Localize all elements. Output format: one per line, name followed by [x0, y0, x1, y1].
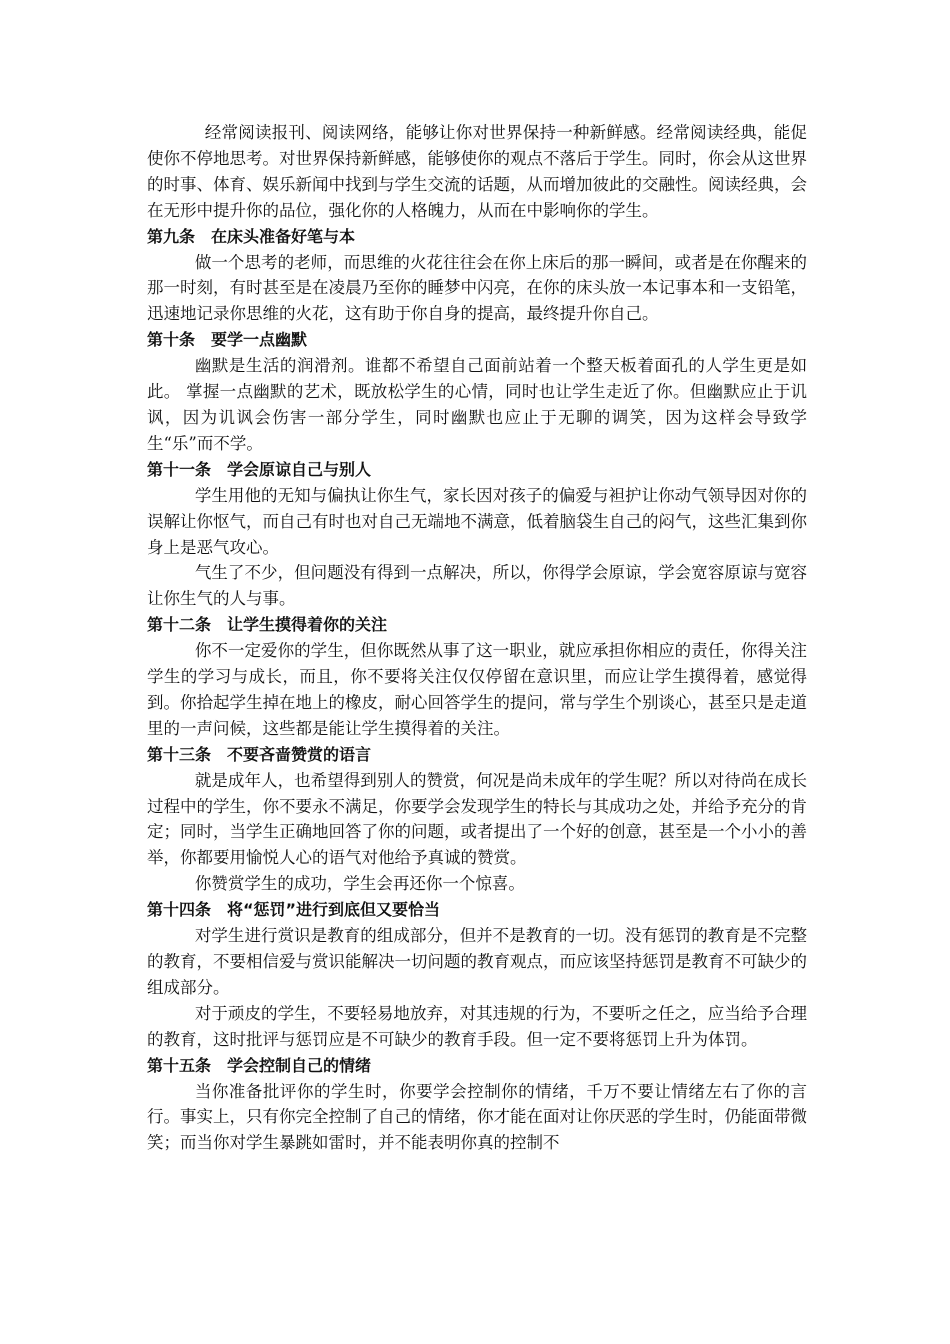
section-heading-9: 第九条 在床头准备好笔与本 — [147, 226, 356, 246]
section-14-paragraph-1: 对学生进行赏识是教育的组成部分，但并不是教育的一切。没有惩罚的教育是不完整的教育，不要相信爱与赏识能解决一切问题的教育观点，而应该坚持惩罚是教育不可缺少的组成部分。 — [147, 926, 807, 997]
section-15-paragraph-1: 当你准备批评你的学生时，你要学会控制你的情绪，千万不要让情绪左右了你的言行。事实上，只有你完全控制了自己的情绪，你才能在面对让你厌恶的学生时，仍能面带微笑；而当你对学生暴跳如雷时，并不能表明你真的控制不 — [147, 1081, 807, 1153]
section-heading-10: 第十条 要学一点幽默 — [147, 330, 308, 350]
section-heading-11: 第十一条 学会原谅自己与别人 — [147, 459, 372, 479]
intro-paragraph: 经常阅读报刊、阅读网络，能够让你对世界保持一种新鲜感。经常阅读经典，能促使你不停地思考。对世界保持新鲜感，能够使你的观点不落后于学生。同时，你会从这世界的时事、体育、娱乐新闻中找到与学生交流的话题，从而增加彼此的交融性。阅读经典，会在无形中提升你的品位，强化你的人格魄力，从而在中影响你的学生。 — [147, 123, 807, 220]
section-9-paragraph-1: 做一个思考的老师，而思维的火花往往会在你上床后的那一瞬间，或者是在你醒来的那一时刻，有时甚至是在凌晨乃至你的睡梦中闪亮，在你的床头放一本记事本和一支铅笔，迅速地记录你思维的火花，这有助于你自身的提高，最终提升你自己。 — [147, 252, 807, 324]
section-14-paragraph-2: 对于顽皮的学生，不要轻易地放弃，对其违规的行为，不要听之任之，应当给予合理的教育，这时批评与惩罚应是不可缺少的教育手段。但一定不要将惩罚上升为体罚。 — [147, 1003, 807, 1049]
section-heading-15: 第十五条 学会控制自己的情绪 — [147, 1055, 372, 1075]
section-12-paragraph-1: 你不一定爱你的学生，但你既然从事了这一职业，就应承担你相应的责任，你得关注学生的学习与成长，而且，你不要将关注仅仅停留在意识里，而应让学生摸得着，感觉得到。你拾起学生掉在地上的橡皮，耐心回答学生的提问，常与学生个别谈心，甚至只是走道里的一声问候，这些都是能让学生摸得着的关注。 — [147, 641, 807, 738]
section-heading-12: 第十二条 让学生摸得着你的关注 — [147, 615, 388, 635]
section-10-paragraph-1: 幽默是生活的润滑剂。谁都不希望自己面前站着一个整天板着面孔的人学生更是如此。 掌握一点幽默的艺术，既放松学生的心情，同时也让学生走近了你。但幽默应止于讥讽，因为讥讽会伤害一部分学生，同时幽默也应止于无聊的调笑，因为这样会导致学生“乐”而不学。 — [147, 356, 807, 453]
section-11-paragraph-2: 气生了不少，但问题没有得到一点解决，所以，你得学会原谅，学会宽容原谅与宽容让你生气的人与事。 — [147, 563, 807, 609]
section-13-paragraph-2: 你赞赏学生的成功，学生会再还你一个惊喜。 — [194, 874, 525, 894]
section-13-paragraph-1: 就是成年人，也希望得到别人的赞赏，何况是尚未成年的学生呢？所以对待尚在成长过程中的学生，你不要永不满足，你要学会发现学生的特长与其成功之处，并给予充分的肯定；同时，当学生正确地回答了你的问题，或者提出了一个好的创意，甚至是一个小小的善举，你都要用愉悦人心的语气对他给予真诚的赞赏。 — [147, 770, 807, 868]
section-11-paragraph-1: 学生用他的无知与偏执让你生气，家长因对孩子的偏爱与袒护让你动气领导因对你的误解让你怄气，而自己有时也对自己无端地不满意，低着脑袋生自己的闷气，这些汇集到你身上是恶气攻心。 — [147, 485, 807, 557]
section-heading-14: 第十四条 将“惩罚”进行到底但又要恰当 — [147, 900, 441, 920]
section-heading-13: 第十三条 不要吝啬赞赏的语言 — [147, 744, 372, 764]
document-page — [147, 120, 807, 1156]
